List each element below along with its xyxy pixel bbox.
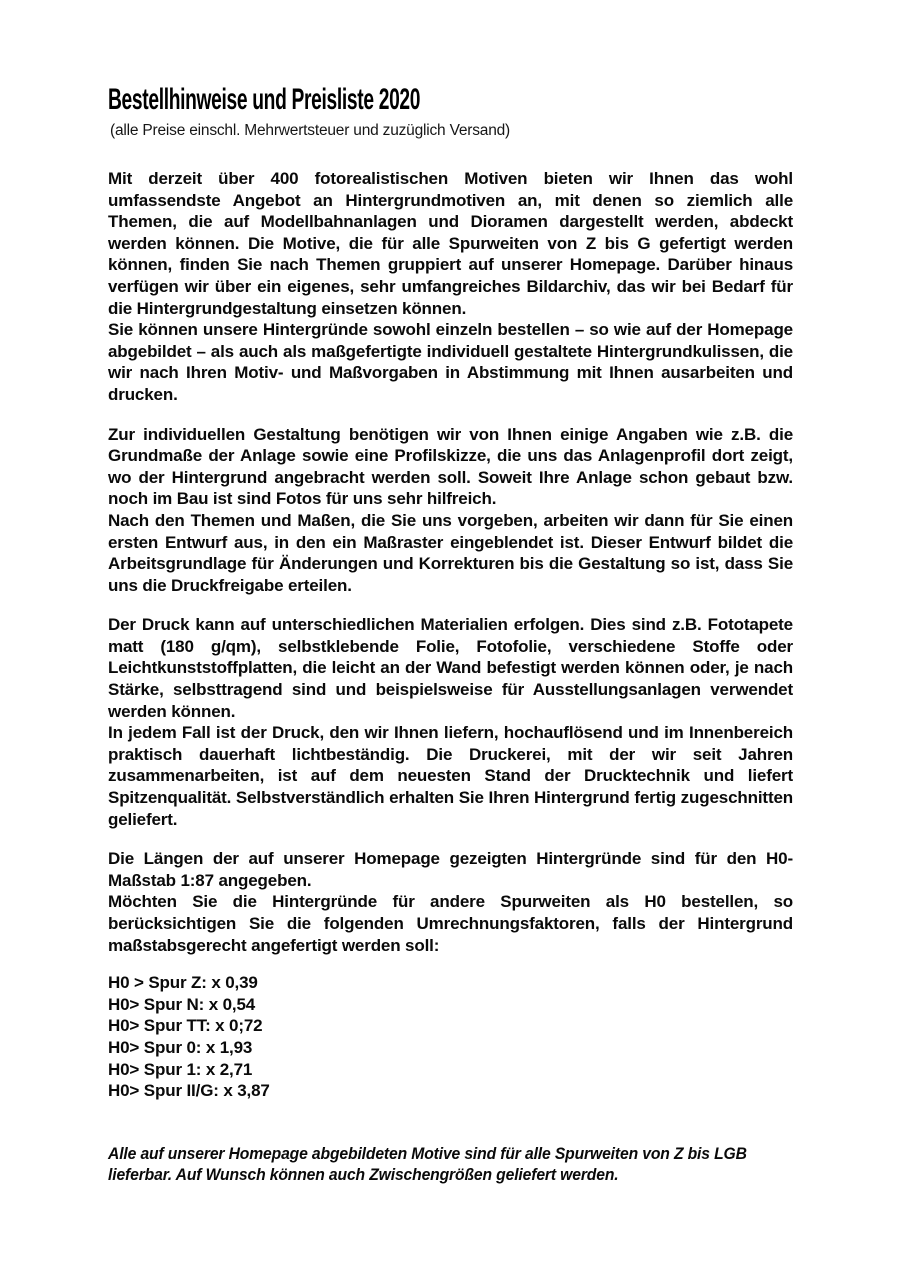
paragraph-block-printing [108, 614, 793, 830]
paragraph-ordering-options: Sie können unsere Hintergründe sowohl einzeln bestellen – so wie auf der Homepage abgebildet – als auch als maßgefertigte individuell gestaltete Hintergrundkulissen, die wir nach Ihren Motiv- und Maßvorgaben in Abstimmung mit Ihnen ausarbeiten und drucken. [108, 320, 793, 404]
paragraph-conversion-intro: Möchten Sie die Hintergründe für andere Spurweiten als H0 bestellen, so berücksichtigen Sie die folgenden Umrechnungsfaktoren, falls der Hintergrund maßstabsgerecht angefertigt werden soll: [108, 892, 793, 955]
conversion-factor-spur-iig: H0> Spur II/G: x 3,87 [108, 1081, 270, 1101]
paragraph-block-scale-info [108, 848, 793, 956]
paragraph-print-materials: Der Druck kann auf unterschiedlichen Materialien erfolgen. Dies sind z.B. Fototapete matt (180 g/qm), selbstklebende Folie, Fotofolie, verschiedene Stoffe oder Leichtkunststoffplatten, die leicht an der Wand befestigt werden können oder, je nach Stärke, selbsttragend sind und beispielsweise für Ausstellungsanlagen verwendet werden können. [108, 615, 793, 721]
paragraph-required-details: Zur individuellen Gestaltung benötigen wir von Ihnen einige Angaben wie z.B. die Grundmaße der Anlage sowie eine Profilskizze, die uns das Anlagenprofil dort zeigt, wo der Hintergrund angebracht werden soll. Soweit Ihre Anlage schon gebaut bzw. noch im Bau ist sind Fotos für uns sehr hilfreich. [108, 424, 793, 509]
paragraph-h0-scale: Die Längen der auf unserer Homepage gezeigten Hintergründe sind für den H0-Maßstab 1:87 angegeben. [108, 849, 793, 890]
document-content [108, 85, 793, 1186]
conversion-factor-spur-tt: H0> Spur TT: x 0;72 [108, 1016, 263, 1036]
paragraph-motive-overview: Mit derzeit über 400 fotorealistischen Motiven bieten wir Ihnen das wohl umfassendste Angebot an Hintergrundmotiven an, mit denen so ziemlich alle Themen, die auf Modellbahnanlagen und Dioramen dargestellt werden, abdeckt werden können. Die Motive, die für alle Spurweiten von Z bis G gefertigt werden können, finden Sie nach Themen gruppiert auf unserer Homepage. Darüber hinaus verfügen wir über ein eigenes, sehr umfangreiches Bildarchiv, das wir bei Bedarf für die Hintergrundgestaltung einsetzen können. [108, 169, 793, 318]
paragraph-print-quality: In jedem Fall ist der Druck, den wir Ihnen liefern, hochauflösend und im Innenbereich praktisch dauerhaft lichtbeständig. Die Druckerei, mit der wir seit Jahren zusammenarbeiten, ist auf dem neuesten Stand der Drucktechnik und liefert Spitzenqualität. Selbstverständlich erhalten Sie Ihren Hintergrund fertig zugeschnitten geliefert. [108, 723, 793, 829]
paragraph-block-custom-design [108, 424, 793, 597]
page-subtitle: (alle Preise einschl. Mehrwertsteuer und zuzüglich Versand) [110, 122, 511, 139]
conversion-factor-spur-0: H0> Spur 0: x 1,93 [108, 1037, 253, 1057]
page-title: Bestellhinweise und Preisliste 2020 [108, 83, 421, 116]
paragraph-block-intro [108, 168, 793, 406]
conversion-factor-list [108, 972, 793, 1102]
footer-note: Alle auf unserer Homepage abgebildeten Motive sind für alle Spurweiten von Z bis LGB lieferbar. Auf Wunsch können auch Zwischengrößen geliefert werden. [108, 1143, 747, 1185]
conversion-factor-spur-1: H0> Spur 1: x 2,71 [108, 1059, 253, 1079]
conversion-factor-spur-z: H0 > Spur Z: x 0,39 [108, 973, 258, 993]
paragraph-draft-process: Nach den Themen und Maßen, die Sie uns vorgeben, arbeiten wir dann für Sie einen ersten Entwurf aus, in den ein Maßraster eingeblendet ist. Dieser Entwurf bildet die Arbeitsgrundlage für Änderungen und Korrekturen bis die Gestaltung so ist, dass Sie uns die Druckfreigabe erteilen. [108, 510, 793, 595]
conversion-factor-spur-n: H0> Spur N: x 0,54 [108, 994, 256, 1014]
